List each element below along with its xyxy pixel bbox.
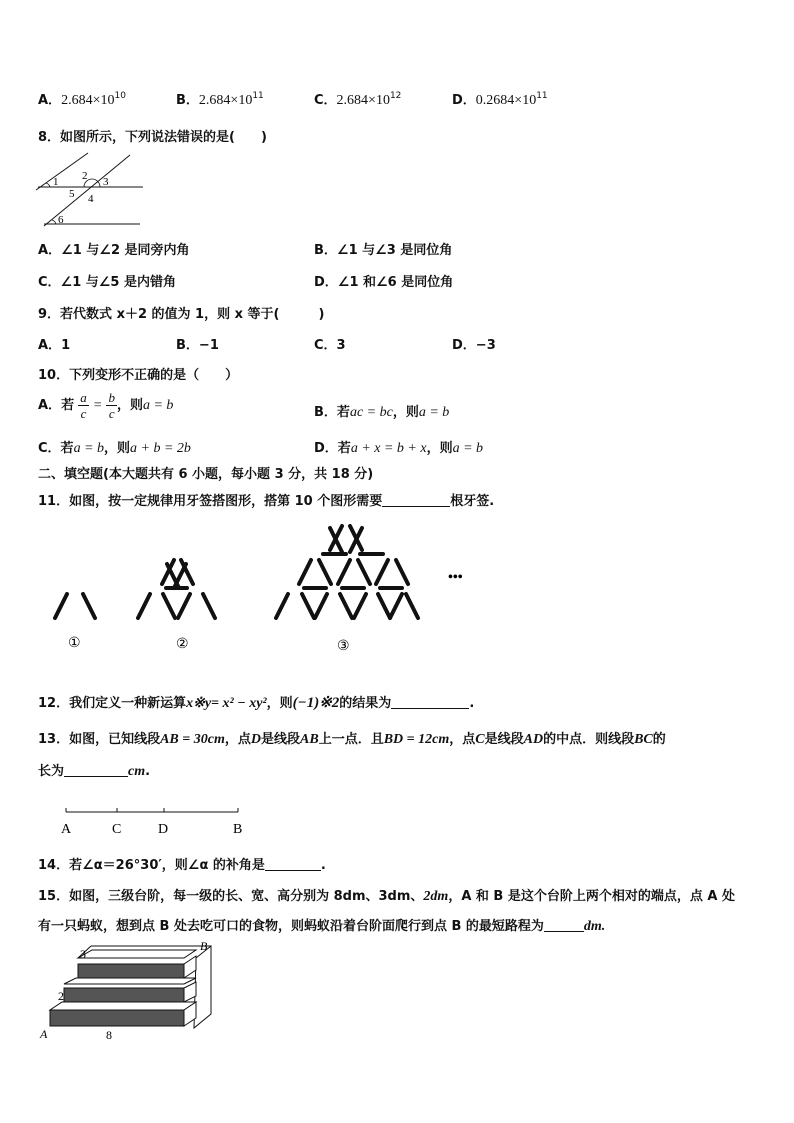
q10-option-b: B．若ac = bc，则a = b [314,405,450,420]
q11-ellipsis: ••• [448,570,463,585]
q13-segment-figure [56,806,256,842]
q14-answer-blank[interactable] [265,858,321,871]
q8-angle-label-5: 5 [69,188,75,200]
q7-option-c: C．$2.684\times 10^{12}$ [314,91,402,108]
q11-answer-blank[interactable] [382,494,450,507]
q15-answer-blank[interactable] [544,919,584,932]
q7-option-a: A．$2.684\times 10^{10}$ [38,91,126,108]
q8-option-d: D．∠1 和∠6 是同位角 [314,275,454,290]
q15-staircase-figure [36,938,226,1048]
q10-fraction-b-over-c: $\frac{b}{c}$ [108,390,115,421]
q12-stem: 12．我们定义一种新运算x※y= x² − xy²，则(−1)※2的结果为 . [38,695,475,711]
q7-option-d: D．$0.2684\times 10^{11}$ [452,91,548,108]
q13-stem-line2: 长为 cm. [38,764,151,779]
q8-angle-label-6: 6 [58,214,64,226]
q10-stem: 10．下列变形不正确的是（ ） [38,368,239,383]
section-heading-fill-in: 二、填空题(本大题共有 6 小题，每小题 3 分，共 18 分) [38,467,374,482]
q10-option-d: D．若a + x = b + x，则a = b [314,441,484,456]
q15-label-3: 3 [80,947,86,961]
q15-point-a: A [40,1027,48,1041]
q13-point-a: A [61,822,72,837]
q15-point-b: B [200,939,208,953]
q9-option-d: D．−3 [452,338,496,353]
q11-figure-label-3: ③ [337,639,350,654]
q11-stem: 11．如图，按一定规律用牙签搭图形，搭第 10 个图形需要 根牙签. [38,494,495,509]
q8-stem: 8．如图所示，下列说法错误的是( ) [38,130,267,145]
q13-point-d: D [158,822,169,837]
q9-option-c: C．3 [314,338,346,353]
q11-toothpick-figure [40,520,480,660]
q15-label-8: 8 [106,1028,112,1042]
q15-stem-line2: 有一只蚂蚁，想到点 B 处去吃可口的食物，则蚂蚁沿着台阶面爬行到点 B 的最短路程为 dm. [38,919,606,934]
q10-fraction-a-over-c: $\frac{a}{c}$ [80,390,87,421]
q8-figure [30,150,150,230]
q15-label-2: 2 [58,989,64,1003]
q14-stem: 14．若∠α＝26°30′，则∠α 的补角是 . [38,858,326,873]
q9-stem: 9．若代数式 x＋2 的值为 1，则 x 等于( ) [38,307,325,322]
q8-angle-label-3: 3 [103,176,109,188]
q7-option-b: B．$2.684\times 10^{11}$ [176,91,264,108]
q10-option-a: A．若 $\frac{a}{c}$ = $\frac{b}{c}$ ，则a = b [38,390,174,421]
q8-angle-label-2: 2 [82,170,88,182]
q8-option-b: B．∠1 与∠3 是同位角 [314,243,453,258]
q8-option-a: A．∠1 与∠2 是同旁内角 [38,243,190,258]
q11-figure-label-2: ② [176,637,189,652]
q13-point-b: B [233,822,243,837]
q13-stem-line1: 13．如图，已知线段AB = 30cm，点D是线段AB上一点．且BD = 12cm，点C是线段AD的中点．则线段BC的 [38,732,666,747]
q15-stem-line1: 15．如图，三级台阶，每一级的长、宽、高分别为 8dm、3dm、2dm，A 和 B 是这个台阶上两个相对的端点，点 A 处 [38,889,735,904]
q10-option-c: C．若a = b，则a + b = 2b [38,441,191,456]
q13-answer-blank[interactable] [64,764,128,777]
q9-option-b: B．−1 [176,338,219,353]
q13-point-c: C [112,822,122,837]
q12-answer-blank[interactable] [391,696,469,709]
q11-figure-label-1: ① [68,636,81,651]
q8-angle-label-4: 4 [88,193,94,205]
q8-option-c: C．∠1 与∠5 是内错角 [38,275,176,290]
q9-option-a: A．1 [38,338,71,353]
q8-angle-label-1: 1 [53,176,59,188]
